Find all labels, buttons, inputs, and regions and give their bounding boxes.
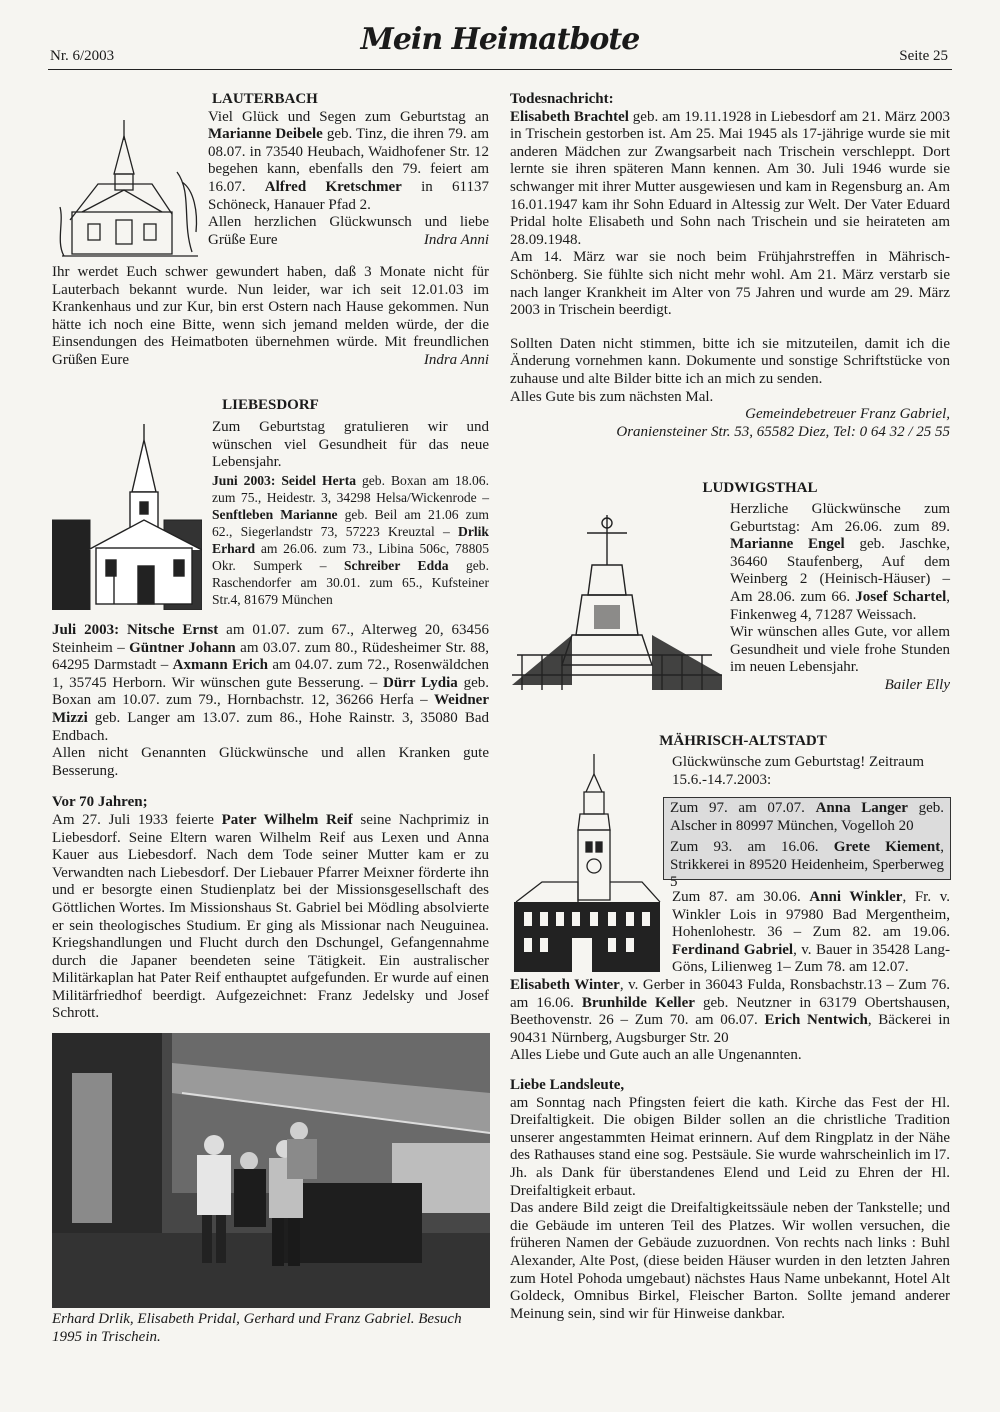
altstadt-heading-row [510,733,950,751]
text: geb. Beil am 21.06 zum 62., Siegerlandstr 73, 57223 Kreuztal – [212,506,489,539]
notice-text: Sollten Daten nicht stimmen, bitte ich sie mitzuteilen, damit ich die Änderung vornehmen kann. Dokumente und sonstige Schriftstücke von zuhause und alte Bilder bitte ich an mich zu senden. [510,335,950,387]
name: Axmann Erich [172,657,268,674]
text: geb. Raschendorfer am 30.01. zum 65., Kufsteiner Str.4, 81679 München [212,557,489,607]
lauterbach-wish [208,214,489,249]
altstadt-closing: Alles Liebe und Gute auch an alle Ungenannten. [510,1047,802,1064]
name: Anna Langer [815,800,908,816]
text: am 26.06. zum 73., Libina 506c, 78805 Okr. Sumperk – [212,540,489,573]
name: Ferdinand Gabriel [672,941,794,958]
lauterbach-notice-text [52,264,489,370]
issue-number: Nr. 6/2003 [50,48,115,64]
text: am 01.07. zum 67., Alterweg 20, 63456 Steinheim – [52,622,490,656]
name: Grete Kiement [833,839,941,856]
signature: Indra Anni [423,351,489,368]
liebesdorf-june-list [212,472,489,608]
name: Brunhilde Keller [581,994,695,1011]
todesnachricht-text2: Am 14. März war sie noch beim Frühjahrstreffen in Mährisch-Schönberg. Sie fühlte sich nicht mehr wohl. Am 21. März verstarb sie nach langer Krankheit im Alter von 75 Jahren und wurde am 29. März 2003 in Trischein beerdigt. [510,249,950,319]
landsleute-p2: Das andere Bild zeigt die Dreifaltigkeitssäule neben der Tankstelle; und die Gebäude im unteren Teil des Platzes. Wir wollen versuchen, die früheren Namen der Gebäude zuzuordnen. Von rechts nach links : Buhl Alexander, Alte Post, (diese beiden Häuser wurden in den letzten Jahren zum Hotel Pohoda umgebaut) nächstes Haus Name unbekannt, Hotel Alt Goldeck, Omnibus Birkel, Fleischer Barton. Sollte jemand anderer Meinung sein, sind wir für Hinweise dankbar. [510,1200,950,1322]
liebesdorf-birthdays-july [52,622,489,1023]
text: , Fr. v. Winkler Lois in 97980 Bad Mergentheim, Hohenlohestr. 36 – Zum 82. am 19.06. [672,889,950,941]
todesnachricht-heading: Todesnachricht: [510,91,614,107]
greeting-text: Alles Gute bis zum nächsten Mal. [510,388,714,405]
name: Seidel Herta [281,472,357,488]
altstadt-list-part1 [672,889,950,977]
text: geb. Langer am 13.07. zum 86., Hohe Rainstr. 3, 35080 Bad Endbach. [52,709,489,744]
photo-scene [52,1033,490,1308]
text: geb. am 19.11.1928 in Liebesdorf am 21. März 2003 in Trischein gestorben ist. Am 25. Mai 1945 als 17-jährige wurde sie mit anderen Mädchen zur Zwangsarbeit nach Trischein verschleppt. Dort lernte sie ihren späteren Mann kennen. Am 30. Juli 1946 wurde sie schwanger mit ihrer Mutter ausgewiesen und kam in Regensburg an. Am 16.01.1947 kam ihr Sohn Eduard in Altessig zur Welt. Der Vater Eduard Pridal holte Elisabeth und Sohn nach Trischein und sie heirateten am 28.09.1948. [510,108,951,248]
liebesdorf-intro: Zum Geburtstag gratulieren wir und wünschen viel Gesundheit für das neue Lebensjahr. [212,419,489,471]
box-entry-1 [670,800,944,835]
lauterbach-heading: LAUTERBACH [212,91,318,107]
text: in 61137 Schöneck, Hanauer Pfad 2. [208,178,489,213]
name: Pater Wilhelm Reif [221,811,353,828]
landsleute-p1: am Sonntag nach Pfingsten feiert die kath. Kirche das Fest der Hl. Dreifaltigkeit. Die obigen Bilder sollen an die christliche Tradition unserer angestammten Heimat erinnern. Auf dem Ringplatz in der Nähe des Rathauses stand eine sog. Pestsäule. Sie wurde wahrscheinlich im l7. Jh. als Dank für überstandenes Elend und Leid zu Ehren der Hl. Dreifaltigkeit erbaut. [510,1094,950,1199]
todesnachricht-section [510,91,950,441]
ludwigsthal-birthdays [730,501,950,624]
liebesdorf-closing: Allen nicht Genannten Glückwünsche und allen Kranken gute Besserung. [52,745,489,779]
name: Marianne Engel [730,536,845,553]
lauterbach-notice [52,264,489,370]
landsleute-heading: Liebe Landsleute, [510,1076,625,1093]
signature-address: Oraniensteiner Str. 53, 65582 Diez, Tel: 0 64 32 / 25 55 [616,423,950,440]
text: , v. Bauer in 35428 Lang-Göns, Lilienweg 1– Zum 78. am 12.07. [672,941,950,976]
text: Zum 93. am 16.06. [670,839,834,856]
name: Dürr Lydia [383,674,458,691]
name: Alfred Kretschmer [264,178,402,195]
text: , Strikkerei in 89520 Heidenheim, Sperberweg 5 [670,839,944,891]
name: Elisabeth Winter [510,977,620,993]
name: Senftleben Marianne [212,506,338,522]
town-hall-illustration [512,752,662,974]
altstadt-list-part2 [510,977,950,1047]
page-number: Seite 25 [899,48,948,64]
text: Allen herzlichen Glückwunsch und liebe Grüße Eure [208,214,489,248]
liebesdorf-heading-row [52,397,489,415]
photo-caption: Erhard Drlik, Elisabeth Pridal, Gerhard und Franz Gabriel. Besuch 1995 in Trischein. [52,1311,462,1345]
box-entry-2 [670,839,944,892]
liebesdorf-heading: LIEBESDORF [222,397,319,413]
text: Viel Glück und Segen zum Geburtstag an [208,108,489,125]
ludwigsthal-heading-row [510,480,950,498]
text: geb. Neutzner in 63179 Obertshausen, Beethovenstr. 26 – Zum 70. am 06.07. [510,994,951,1029]
text: am 04.07. zum 72., Rosenwäldchen 1, 35745 Herborn. Wir wünschen gute Besserung. – [52,657,490,691]
name: Nitsche Ernst [127,622,219,638]
altstadt-intro: Glückwünsche zum Geburtstag! Zeitraum 15.6.-14.7.2003: [672,754,925,788]
altstadt-intro-block [672,754,950,789]
ludwigsthal-signature: Bailer Elly [884,676,950,693]
liebesdorf-birthdays-june [212,419,489,608]
text: geb. Boxan am 10.07. zum 79., Hornbachstr. 12, 36266 Herfa – [52,674,489,709]
vor70-heading: Vor 70 Jahren; [52,794,148,811]
name: Erich Nentwich [764,1012,868,1029]
header-rule [48,69,952,70]
name: Josef Schartel [855,588,947,605]
text: geb. Boxan am 18.06. zum 75., Heidestr. 3, 34298 Helsa/Wickenrode – [212,472,489,505]
text: geb. Jaschke, 36460 Staufenberg, Auf dem Weinberg 2 (Heinisch-Häuser) – Am 28.06. zum 66. [730,536,950,605]
lauterbach-chapel-illustration [52,112,202,262]
text: Zum 87. am 30.06. [672,889,810,905]
text: , Bäckerei in 90431 Nürnberg, Augsburger Str. 20 [510,1012,950,1046]
highlighted-birthdays-box [663,797,951,891]
signature-name: Gemeindebetreuer Franz Gabriel, [745,406,950,423]
ludwigsthal-wish: Wir wünschen alles Gute, vor allem Gesundheit und viele frohe Stunden im neuen Lebensjahr. [730,624,950,676]
text: Ihr werdet Euch schwer gewundert haben, daß 3 Monate nicht für Lauterbach bekannt wurde. Nun leider, war ich seit 12.01.03 im Krankenhaus und zur Kur, bin erst Ostern nach Hause gekommen. Nun hätte ich noch eine Bitte, wenn sich jemand melden würde, der die Einsendungen des Heimatboten übernehmen würde. Mit freundlichen Grüßen Eure [52,264,489,368]
altstadt-heading: MÄHRISCH-ALTSTADT [659,733,827,749]
name: Elisabeth Brachtel [510,108,629,125]
signature: Indra Anni [423,231,489,248]
name: Drlik Erhard [212,523,489,556]
name: Schreiber Edda [343,557,449,573]
name: Anni Winkler [809,889,903,905]
text: seine Nachprimiz in Liebesdorf. Seine Eltern waren Wilhelm Reif aus Lexen und Anna Kauer aus Liebesdorf. Nach dem Tode seiner Mutter kam er zu Verwandten nach Liebesdorf. Der Liebauer Pfarrer Meixner förderte ihn und er besorgte einen Studienplatz bei der Missionsgesellschaft des Göttlichen Wortes. Im Missionshaus St. Gabriel bei Mödling absolvierte er sein theologisches Studium. Er ging als Missionar nach Neuguinea. Kriegshandlungen und Flucht durch den Dschungel, Gefangennahme durch die Japaner beendeten seine Tätigkeit. Ein australischer Militärkaplan hat Pater Reif enthauptet aufgefunden. Er wurde auf einen Militärfriedhof beerdigt. Aufgezeichnet: Franz Jedelsky und Josef Schrott. [52,811,490,1022]
vor70-text [52,812,489,1023]
name: Weidner Mizzi [52,692,489,726]
masthead-title: Mein Heimatbote [360,22,640,57]
text: Zum 97. am 07.07. [670,800,816,816]
text: Herzliche Glückwünsche zum Geburtstag: Am 26.06. zum 89. [730,501,950,535]
altstadt-list-top [672,889,950,977]
name: Güntner Johann [129,639,236,656]
liebesdorf-church-illustration [52,420,202,610]
altstadt-list-bottom [510,977,950,1323]
name: Marianne Deibele [208,126,323,143]
trinity-column-illustration [512,505,722,695]
text: , v. Gerber in 36043 Fulda, Ronsbachstr.13 – Zum 76. am 16.06. [510,977,950,1011]
text: geb. Alscher in 80997 München, Vogelloh 20 [670,800,944,834]
liebesdorf-july-list [52,622,489,745]
text: , Finkenweg 4, 71287 Weissach. [730,588,950,623]
month-label: Juni 2003: [212,472,276,488]
month-label: Juli 2003: [52,622,120,638]
text: geb. Tinz, die ihren 79. am 08.07. in 73540 Heubach, Waidhofener Str. 12 begehen kann, ebenfalls den 79. feiert am 16.07. [208,126,489,195]
ludwigsthal-section [730,501,950,695]
text: Am 27. Juli 1933 feierte [52,811,222,828]
visit-photo [52,1033,490,1308]
ludwigsthal-heading: LUDWIGSTHAL [702,480,818,496]
lauterbach-greeting [208,109,489,215]
lauterbach-section [208,91,489,249]
text: am 03.07. zum 80., Rüdesheimer Str. 88, 64295 Darmstadt – [52,639,489,674]
todesnachricht-text [510,109,950,250]
